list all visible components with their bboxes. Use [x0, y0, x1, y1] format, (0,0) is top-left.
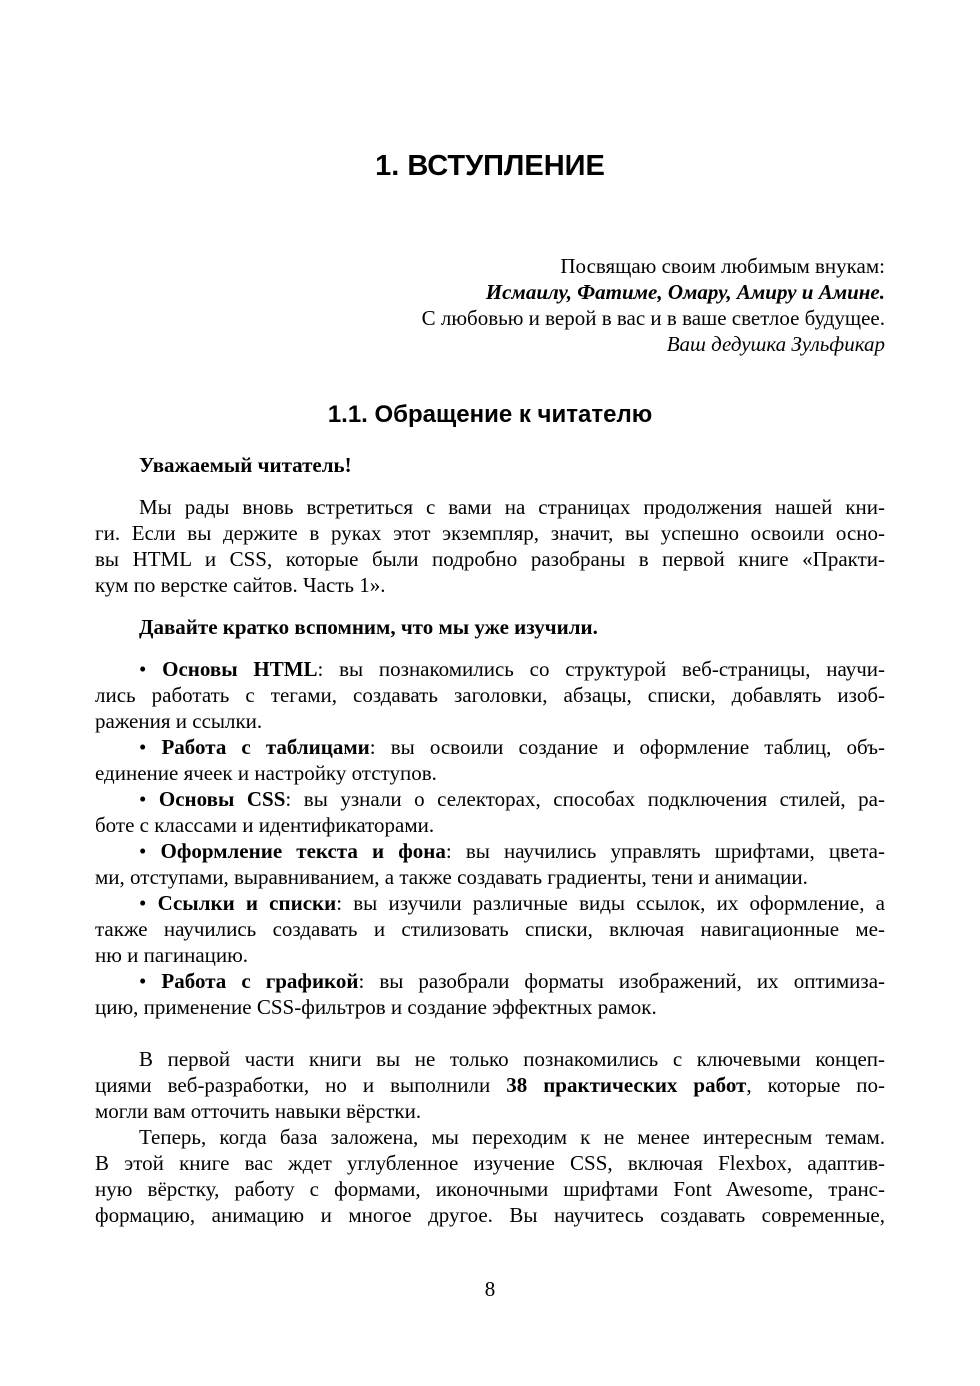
- intro-paragraph: [95, 494, 885, 598]
- list-item-term: Основы HTML: [162, 657, 318, 681]
- text-line: единение ячеек и настройку отступов.: [95, 761, 437, 785]
- dedication: [422, 253, 885, 357]
- greeting: Уважаемый читатель!: [139, 453, 352, 477]
- list-item: [95, 656, 885, 734]
- list-item-first-line: [95, 890, 885, 916]
- list-item-text: : вы изучили различные виды ссылок, их оформление, а: [336, 891, 885, 915]
- recap-heading: Давайте кратко вспомним, что мы уже изучили.: [139, 615, 598, 639]
- next-topics-paragraph: [95, 1124, 885, 1228]
- text-line: также научились создавать и стилизовать списки, включая навигационные ме-: [95, 917, 885, 941]
- text-line: цию, применение CSS-фильтров и создание эффектных рамок.: [95, 995, 657, 1019]
- text-line: Теперь, когда база заложена, мы переходим к не менее интересным темам.: [139, 1125, 885, 1149]
- text-line: В первой части книги вы не только познакомились с ключевыми концеп-: [139, 1047, 885, 1071]
- list-item-text: : вы разобрали форматы изображений, их оптимиза-: [358, 969, 886, 993]
- dedication-signature: Ваш дедушка Зульфикар: [666, 332, 885, 356]
- list-item-first-line: [95, 838, 885, 864]
- bullet-list: [95, 656, 885, 1020]
- text-line: лись работать с тегами, создавать заголовки, абзацы, списки, добавлять изоб-: [95, 683, 885, 707]
- list-item-first-line: [95, 786, 885, 812]
- text-line: ми, отступами, выравниванием, а также создавать градиенты, тени и анимации.: [95, 865, 808, 889]
- list-item: [95, 734, 885, 786]
- bullet-dot: •: [139, 969, 147, 993]
- bullet-dot: •: [139, 787, 147, 811]
- text-line: В этой книге вас ждет углубленное изучение CSS, включая Flexbox, адаптив-: [95, 1151, 885, 1175]
- text-line: ную вёрстку, работу с формами, иконочными шрифтами Font Awesome, транс-: [95, 1177, 885, 1201]
- list-item-term: Основы CSS: [158, 787, 286, 811]
- bullet-dot: •: [139, 839, 147, 863]
- text-line: ги. Если вы держите в руках этот экземпляр, значит, вы успешно освоили осно-: [95, 521, 885, 545]
- list-item-text: : вы освоили создание и оформление таблиц, объ-: [369, 735, 886, 759]
- bullet-dot: •: [139, 657, 147, 681]
- practice-count: 38 практических работ: [506, 1073, 747, 1097]
- summary-paragraph: [95, 1046, 885, 1124]
- list-item-term: Работа с графикой: [161, 969, 359, 993]
- text-span: циями веб-разработки, но и выполнили: [95, 1073, 507, 1097]
- chapter-title: 1. ВСТУПЛЕНИЕ: [375, 150, 605, 182]
- dedication-line: Посвящаю своим любимым внукам:: [560, 254, 885, 278]
- text-span: , которые по-: [746, 1073, 885, 1097]
- page-number: 8: [484, 1277, 496, 1301]
- text-line: могли вам отточить навыки вёрстки.: [95, 1099, 422, 1123]
- list-item: [95, 968, 885, 1020]
- text-line: ню и пагинацию.: [95, 943, 249, 967]
- list-item-first-line: [95, 656, 885, 682]
- body-text: [95, 452, 885, 1228]
- list-item-first-line: [95, 968, 885, 994]
- list-item-text: : вы узнали о селекторах, способах подключения стилей, ра-: [285, 787, 885, 811]
- text-line: формацию, анимацию и многое другое. Вы научитесь создавать современные,: [95, 1203, 885, 1227]
- list-item-first-line: [95, 734, 885, 760]
- dedication-names: Исмаилу, Фатиме, Омару, Амиру и Амине.: [485, 280, 885, 304]
- bullet-dot: •: [139, 891, 147, 915]
- section-title: 1.1. Обращение к читателю: [327, 401, 653, 428]
- list-item-text: : вы познакомились со структурой веб-страницы, научи-: [317, 657, 886, 681]
- list-item: [95, 786, 885, 838]
- list-item-term: Ссылки и списки: [157, 891, 337, 915]
- bullet-dot: •: [139, 735, 147, 759]
- list-item: [95, 890, 885, 968]
- dedication-line: С любовью и верой в вас и в ваше светлое будущее.: [421, 306, 885, 330]
- text-line: [95, 1072, 885, 1098]
- text-line: вы HTML и CSS, которые были подробно разобраны в первой книге «Практи-: [95, 547, 885, 571]
- text-line: кум по верстке сайтов. Часть 1».: [95, 573, 386, 597]
- text-line: Мы рады вновь встретиться с вами на страницах продолжения нашей кни-: [139, 495, 885, 519]
- list-item-term: Оформление текста и фона: [160, 839, 446, 863]
- list-item: [95, 838, 885, 890]
- text-line: ражения и ссылки.: [95, 709, 263, 733]
- list-item-term: Работа с таблицами: [161, 735, 370, 759]
- list-item-text: : вы научились управлять шрифтами, цвета-: [445, 839, 885, 863]
- text-line: боте с классами и идентификаторами.: [95, 813, 435, 837]
